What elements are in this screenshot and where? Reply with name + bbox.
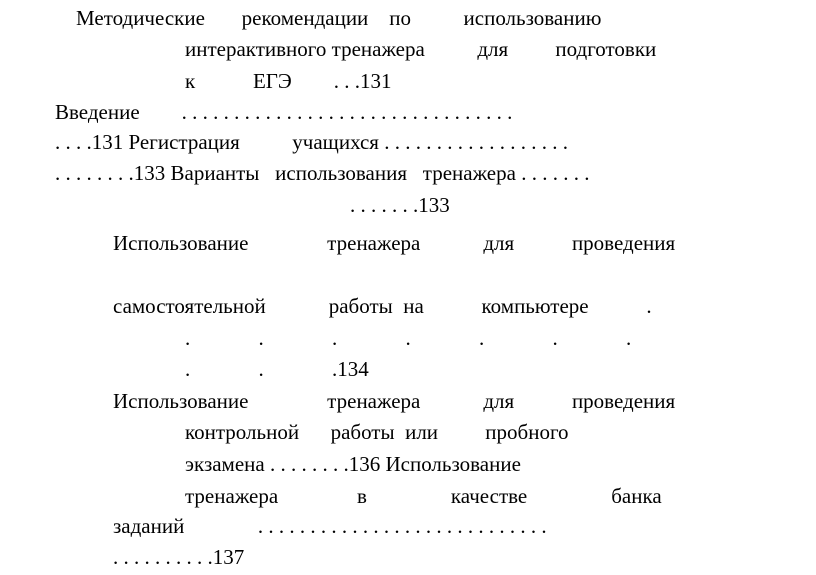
toc-line-3: к ЕГЭ . . .131	[185, 69, 392, 93]
toc-line-17: . . . . . . . . . .137	[113, 545, 245, 569]
toc-line-8: Использование тренажера для проведения	[113, 231, 676, 255]
toc-line-12: Использование тренажера для проведения	[113, 389, 676, 413]
toc-line-13: контрольной работы или пробного	[185, 420, 569, 444]
toc-line-16: заданий . . . . . . . . . . . . . . . . . . . . . . . . . . . .	[113, 514, 547, 538]
toc-line-5: . . . .131 Регистрация учащихся . . . . . . . . . . . . . . . . . .	[55, 130, 568, 154]
toc-line-4: Введение . . . . . . . . . . . . . . . . . . . . . . . . . . . . . . . .	[55, 100, 513, 124]
toc-line-9: самостоятельной работы на компьютере .	[113, 294, 652, 318]
toc-line-2: интерактивного тренажера для подготовки	[185, 37, 657, 61]
toc-line-11: . . .134	[185, 357, 369, 381]
toc-line-7: . . . . . . .133	[350, 193, 450, 217]
toc-line-6: . . . . . . . .133 Варианты использования тренажера . . . . . . .	[55, 161, 590, 185]
toc-line-15: тренажера в качестве банка	[185, 484, 662, 508]
toc-line-14: экзамена . . . . . . . .136 Использование	[185, 452, 521, 476]
toc-line-10: . . . . . . .	[185, 326, 632, 350]
toc-line-1: Методические рекомендации по использованию	[76, 6, 602, 30]
